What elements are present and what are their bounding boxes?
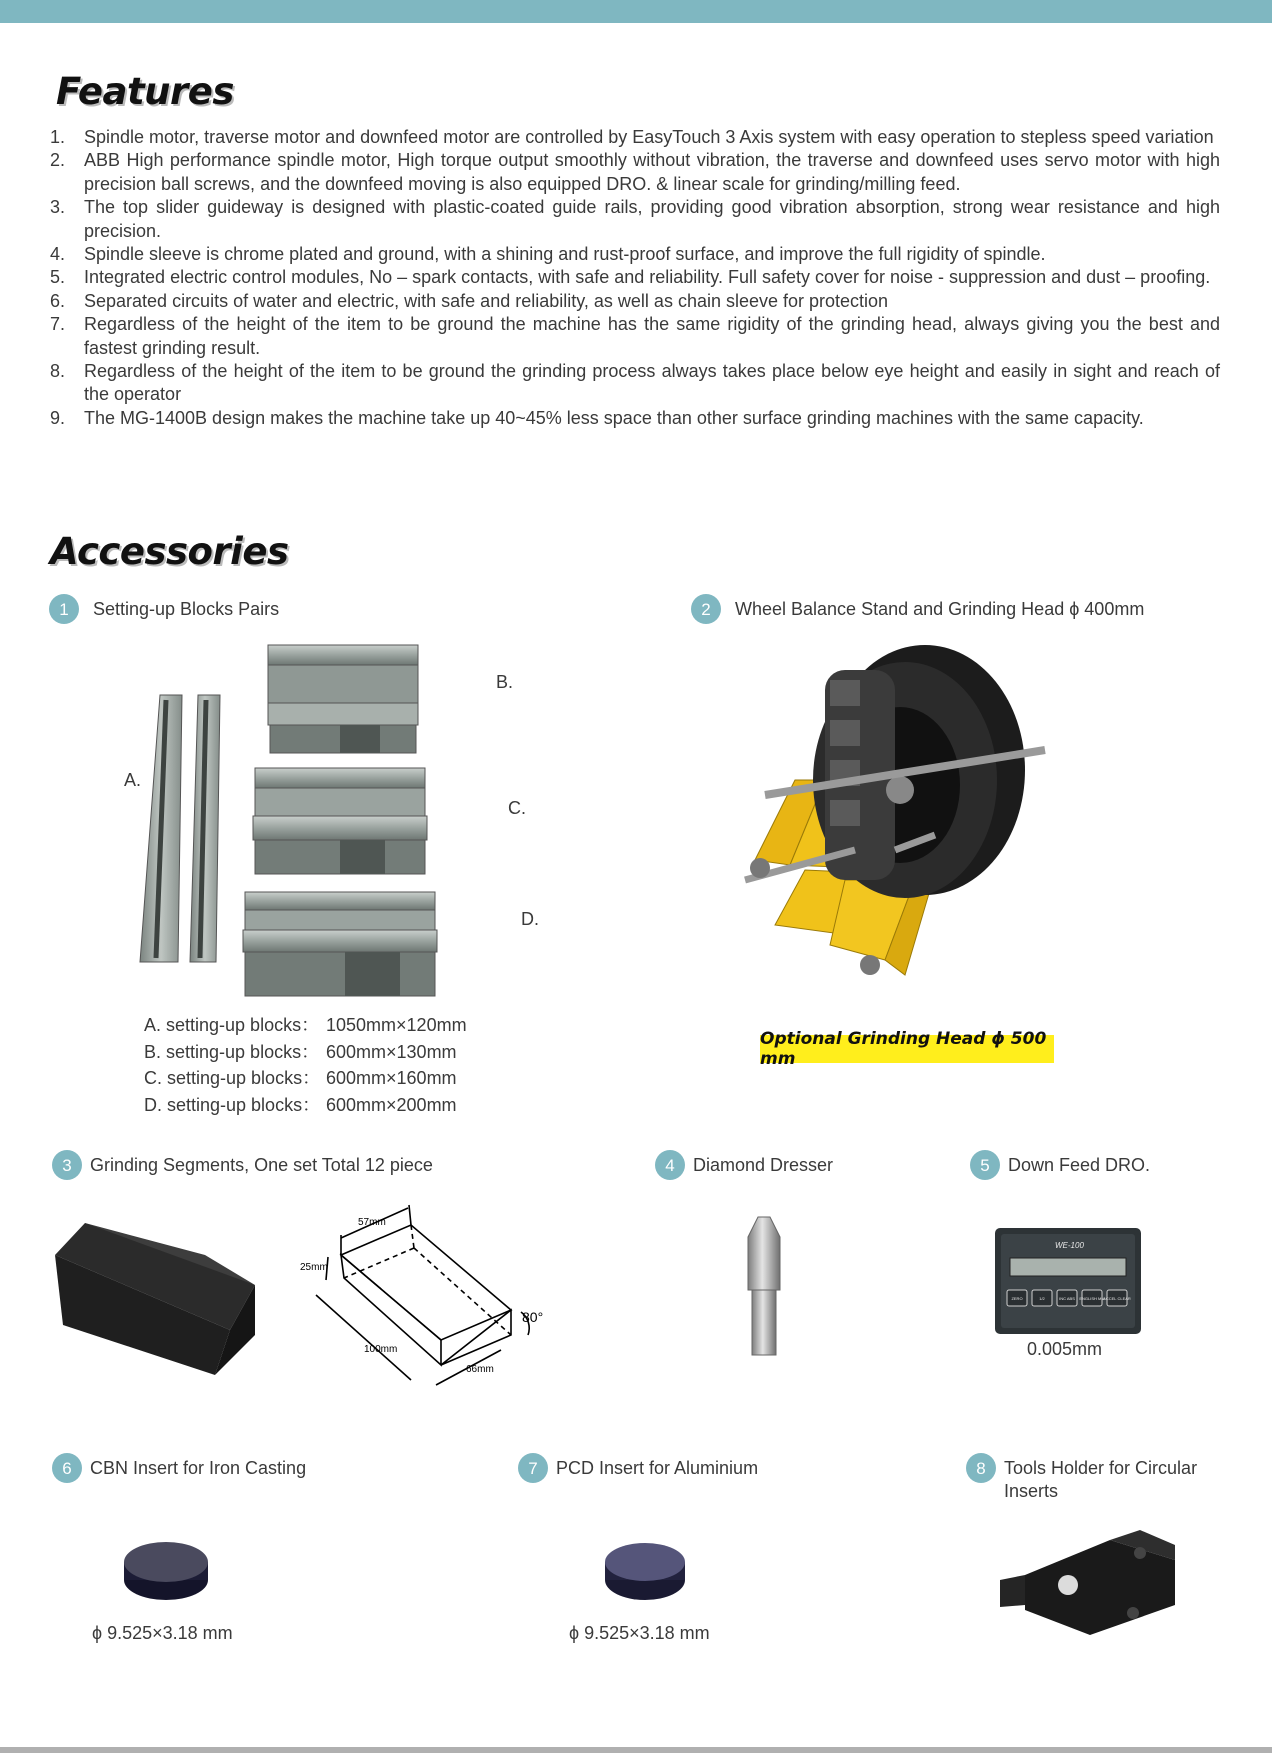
bottom-accent-bar [0,1747,1272,1753]
block-b [268,645,418,753]
feature-number: 8. [50,361,66,382]
badge-7: 7 [518,1453,548,1483]
feature-text: The top slider guideway is designed with plastic-coated guide rails, providing good vibration absorption, strong wear resistance and high precision. [84,197,1220,241]
diamond-dresser-image [740,1215,790,1360]
block-spec-row [144,1065,467,1092]
badge-3: 3 [52,1150,82,1180]
feature-number: 5. [50,267,66,288]
pcd-caption: ϕ 9.525×3.18 mm [569,1623,710,1643]
accessory-2-label: Wheel Balance Stand and Grinding Head ϕ 400mm [735,599,1145,619]
cbn-caption: ϕ 9.525×3.18 mm [92,1623,233,1643]
accessory-5-title [970,1154,1150,1180]
badge-8: 8 [966,1453,996,1483]
segment-dim-top: 57mm [358,1217,386,1228]
feature-item [48,196,1220,243]
block-spec-row [144,1039,467,1066]
block-spec-row [144,1012,467,1039]
badge-6: 6 [52,1453,82,1483]
block-spec-name: B. setting-up blocks： [144,1041,320,1062]
cbn-insert-image [123,1540,209,1602]
accessory-8-label: Tools Holder for Circular Inserts [1004,1458,1198,1501]
feature-text: Regardless of the height of the item to be ground the machine has the same rigidity of the grinding head, always giving you the best and fastest grinding result. [84,314,1220,358]
feature-item [48,360,1220,407]
feature-item [48,407,1220,430]
block-spec-size: 600mm×200mm [326,1094,457,1115]
feature-item [48,266,1220,289]
feature-text: ABB High performance spindle motor, High torque output smoothly without vibration, the traverse and downfeed uses servo motor with high precision ball screws, and the downfeed moving is also equipped DRO. & linear scale for grinding/milling feed. [84,150,1220,194]
feature-item [48,290,1220,313]
feature-number: 6. [50,290,66,311]
block-label-d: D. [521,909,539,929]
dro-button-label: INC ABS [1059,1296,1075,1301]
block-label-a: A. [124,770,142,790]
dro-button-label: ZERO [1011,1296,1023,1301]
top-accent-bar [0,0,1272,23]
feature-number: 1. [50,127,66,147]
down-feed-dro-image [995,1228,1141,1334]
block-d [243,892,437,996]
feature-number: 9. [50,407,66,428]
badge-1: 1 [49,594,79,624]
segment-dim-left: 25mm [300,1262,328,1273]
block-spec-name: D. setting-up blocks： [144,1094,321,1115]
segment-dim-bottom: 100mm [364,1344,398,1355]
feature-number: 4. [50,244,66,265]
grinding-segment-image [55,1215,260,1380]
segment-dim-right: 66mm [466,1364,494,1375]
accessory-1-title [49,598,279,624]
segment-dimension-drawing [296,1200,556,1390]
features-heading: Features [56,70,234,113]
accessory-3-label: Grinding Segments, One set Total 12 piece [90,1155,433,1175]
accessory-7-title [518,1457,758,1483]
accessory-5-label: Down Feed DRO. [1008,1155,1151,1175]
dro-button-label: ENGLISH MM [1079,1296,1105,1301]
feature-text: Integrated electric control modules, No – spark contacts, with safe and reliability. Full safety cover for noise - suppression and dust – proofing. [84,267,1211,288]
segment-dim-angle: 80° [522,1309,544,1325]
accessory-4-label: Diamond Dresser [693,1155,834,1175]
feature-text: Regardless of the height of the item to be ground the grinding process always takes place below eye height and easily in sight and reach of the operator [84,361,1220,405]
feature-number: 3. [50,197,66,218]
dro-model: WE-100 [1055,1241,1084,1250]
block-spec-name: A. setting-up blocks： [144,1015,320,1035]
block-c [253,768,427,874]
block-spec-row [144,1092,467,1119]
badge-5: 5 [970,1150,1000,1180]
block-a [140,695,220,962]
setting-up-blocks-image [120,640,540,1005]
dro-button-label: ACCEL CLEAR [1103,1296,1131,1301]
dro-button-label: 1/2 [1039,1296,1045,1301]
badge-4: 4 [655,1150,685,1180]
block-spec-name: C. setting-up blocks： [144,1068,321,1088]
block-spec-size: 600mm×130mm [326,1041,457,1062]
pcd-insert-image [604,1542,686,1602]
feature-item [48,313,1220,360]
feature-text: The MG-1400B design makes the machine take up 40~45% less space than other surface grinding machines with the same capacity. [84,407,1144,428]
feature-number: 7. [50,314,66,335]
accessory-4-title [655,1154,833,1180]
block-spec-size: 1050mm×120mm [326,1015,467,1035]
features-list [48,126,1220,430]
accessory-8-title [966,1457,1236,1503]
feature-item [48,149,1220,196]
accessories-heading: Accessories [50,530,289,573]
accessory-6-label: CBN Insert for Iron Casting [90,1458,307,1478]
feature-text: Spindle sleeve is chrome plated and ground, with a shining and rust-proof surface, and improve the full rigidity of spindle. [84,244,1046,265]
block-spec-size: 600mm×160mm [326,1068,457,1088]
accessory-3-title [52,1154,433,1180]
dro-caption: 0.005mm [1027,1339,1103,1359]
block-label-c: C. [508,798,526,818]
badge-2: 2 [691,594,721,624]
feature-number: 2. [50,150,66,171]
accessory-2-title [691,598,1144,624]
feature-item [48,243,1220,266]
accessory-7-label: PCD Insert for Aluminium [556,1458,759,1478]
block-label-b: B. [496,672,514,692]
dro-buttons [1007,1290,1131,1306]
accessory-6-title [52,1457,306,1483]
tools-holder-image [1000,1525,1180,1635]
accessory-1-label: Setting-up Blocks Pairs [93,599,280,619]
optional-grinding-head-banner: Optional Grinding Head ϕ 500 mm [760,1035,1054,1063]
block-specs [144,1012,467,1118]
feature-text: Separated circuits of water and electric, with safe and reliability, as well as chain sleeve for protection [84,290,889,311]
feature-item [48,126,1220,149]
feature-text: Spindle motor, traverse motor and downfeed motor are controlled by EasyTouch 3 Axis system with easy operation to stepless speed variation [84,127,1214,147]
wheel-balance-stand-image [735,640,1055,1000]
